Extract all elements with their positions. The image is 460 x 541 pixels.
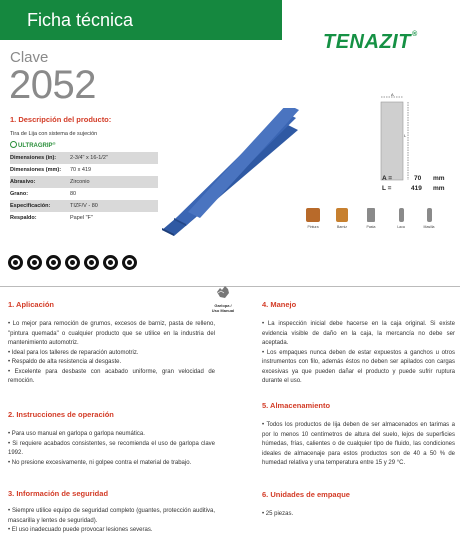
list-item: • La inspección inicial debe hacerse en la caja original. Si existe evidencia visible de daño en la caja, la mercancía no debe ser aceptada.	[262, 321, 455, 346]
brand-registered-mark: ®	[411, 31, 418, 38]
dimension-a-unit: mm	[433, 175, 445, 182]
usage-mode-label	[200, 303, 246, 313]
dimension-mark-a: A	[391, 92, 394, 97]
section-body-instrucciones	[8, 430, 215, 468]
list-item: • Lo mejor para remoción de grumos, excesos de barniz, pasta de relleno, "pintura quemada" o cualquier producto que se utilice en la industria del mantenimiento automotriz.	[8, 321, 215, 346]
section-heading-empaque: 6. Unidades de empaque	[262, 490, 350, 499]
spec-row	[10, 200, 158, 212]
dimension-l	[382, 185, 445, 192]
spec-table	[10, 152, 158, 224]
spec-value: 2-3/4" x 16-1/2"	[70, 155, 108, 161]
spec-label: Grano:	[10, 191, 29, 197]
spec-row	[10, 188, 158, 200]
spec-row	[10, 176, 158, 188]
application-icons	[303, 208, 445, 238]
page-title: Ficha técnica	[27, 10, 134, 30]
strip-outline	[381, 102, 403, 180]
application-label: Pintura	[307, 225, 319, 229]
application-item	[419, 208, 439, 229]
putty-knife-icon	[367, 208, 375, 222]
list-item: • Todos los productos de lija deben de ser almacenados en tarimas a por lo menos 10 centímetros de altura del suelo, lejos de superficies húmedas, frías, calientes o de cualquier tipo de fluido, las condiciones ideales de almacenaje para estos productos son de 40 a 50 % de humedad relativa y una temperatura entre 15 y 29 °C.	[262, 422, 455, 466]
application-label: Masilla	[423, 225, 435, 229]
header-bar	[0, 0, 282, 40]
varnish-can-icon	[336, 208, 348, 222]
list-item: • Ideal para los talleres de reparación automotriz.	[8, 349, 139, 356]
section-heading-manejo: 4. Manejo	[262, 300, 297, 309]
dimension-mark-l: L	[404, 133, 407, 138]
ultragrip-logo	[10, 141, 56, 149]
dimension-a	[382, 175, 445, 182]
ultragrip-name: ULTRAGRIP	[18, 143, 53, 149]
spec-row	[10, 212, 158, 224]
paint-can-icon	[306, 208, 320, 222]
description-heading: 1. Descripción del producto:	[10, 115, 112, 124]
section-body-empaque	[262, 510, 455, 520]
dimension-l-value: 419	[411, 185, 422, 192]
spec-label: Especificación:	[10, 203, 51, 209]
application-item	[332, 208, 352, 229]
usage-mode-line2: Uso Manual	[211, 308, 235, 313]
respirator-icon	[84, 255, 99, 270]
filler-tube-icon	[427, 208, 432, 222]
ear-protection-icon	[46, 255, 61, 270]
ultragrip-registered-mark: ®	[52, 141, 56, 146]
application-item	[303, 208, 323, 229]
sanding-strip	[188, 108, 299, 218]
section-heading-instrucciones: 2. Instrucciones de operación	[8, 410, 114, 419]
spec-label: Dimensiones (in):	[10, 155, 57, 161]
brand-name: TENAZIT	[323, 31, 411, 53]
list-item: • Excelente para desbaste con acabado uniforme, gran velocidad de remoción.	[8, 368, 215, 384]
brand-logo	[323, 31, 418, 54]
description-text: Tira de Lija con sistema de sujeción	[10, 131, 98, 137]
hand-icon	[214, 282, 232, 300]
spray-icon	[399, 208, 404, 222]
clave-label: Clave	[10, 49, 49, 66]
section-body-manejo	[262, 320, 455, 387]
spec-row	[10, 152, 158, 164]
list-item: • No presione excesivamente, ni golpee contra el material de trabajo.	[8, 459, 192, 466]
list-item: • Para uso manual en garlopa o garlopa neumática.	[8, 431, 145, 437]
list-item: • Respaldo de alta resistencia al desgaste.	[8, 359, 122, 365]
section-heading-seguridad: 3. Información de seguridad	[8, 489, 109, 498]
dimension-diagram	[376, 92, 416, 182]
ultragrip-icon	[10, 141, 17, 148]
spec-value: TIZF/V - 80	[70, 203, 98, 209]
spec-label: Respaldo:	[10, 215, 37, 221]
list-item: • Si requiere acabados consistentes, se recomienda el uso de garlopa clave 1992.	[8, 440, 215, 456]
list-item: • Siempre utilice equipo de seguridad completo (guantes, protección auditiva, mascarilla y lentes de seguridad).	[8, 508, 215, 524]
dimension-l-unit: mm	[433, 185, 445, 192]
application-label: Pasta	[366, 225, 376, 229]
section-heading-almacenamiento: 5. Almacenamiento	[262, 401, 331, 410]
product-image	[160, 108, 300, 238]
section-body-seguridad	[8, 507, 215, 536]
spec-value: Zirconio	[70, 179, 90, 185]
spec-value: Papel "F"	[70, 215, 93, 221]
list-item: • El uso inadecuado puede provocar lesiones severas.	[8, 527, 153, 533]
read-manual-icon	[122, 255, 137, 270]
application-label: Laca	[397, 225, 405, 229]
spec-label: Abrasivo:	[10, 179, 36, 185]
clave-number: 2052	[9, 63, 96, 107]
dimension-a-label: A =	[382, 175, 393, 182]
section-body-aplicacion	[8, 320, 215, 387]
spec-value: 70 x 419	[70, 167, 92, 173]
application-item	[391, 208, 411, 229]
dimension-a-value: 70	[414, 175, 422, 182]
gloves-icon	[65, 255, 80, 270]
section-heading-aplicacion: 1. Aplicación	[8, 300, 54, 309]
section-body-almacenamiento	[262, 421, 455, 469]
goggles-icon	[27, 255, 42, 270]
application-label: Barniz	[337, 225, 347, 229]
list-item: • 25 piezas.	[262, 511, 294, 517]
application-item	[361, 208, 381, 229]
no-wet-icon	[103, 255, 118, 270]
face-shield-icon	[8, 255, 23, 270]
spec-row	[10, 164, 158, 176]
spec-value: 80	[70, 191, 77, 197]
list-item: • Los empaques nunca deben de estar expuestos a ganchos u otros instrumentos con filo, además éstos no deben ser apilados con cargas excesivas ya que pueden dañar el producto y puede sufrir ruptura durante el uso.	[262, 349, 455, 384]
dimension-l-label: L =	[382, 185, 392, 192]
usage-mode-line1: Garlopa /	[214, 303, 232, 308]
spec-label: Dimensiones (mm):	[10, 167, 62, 173]
